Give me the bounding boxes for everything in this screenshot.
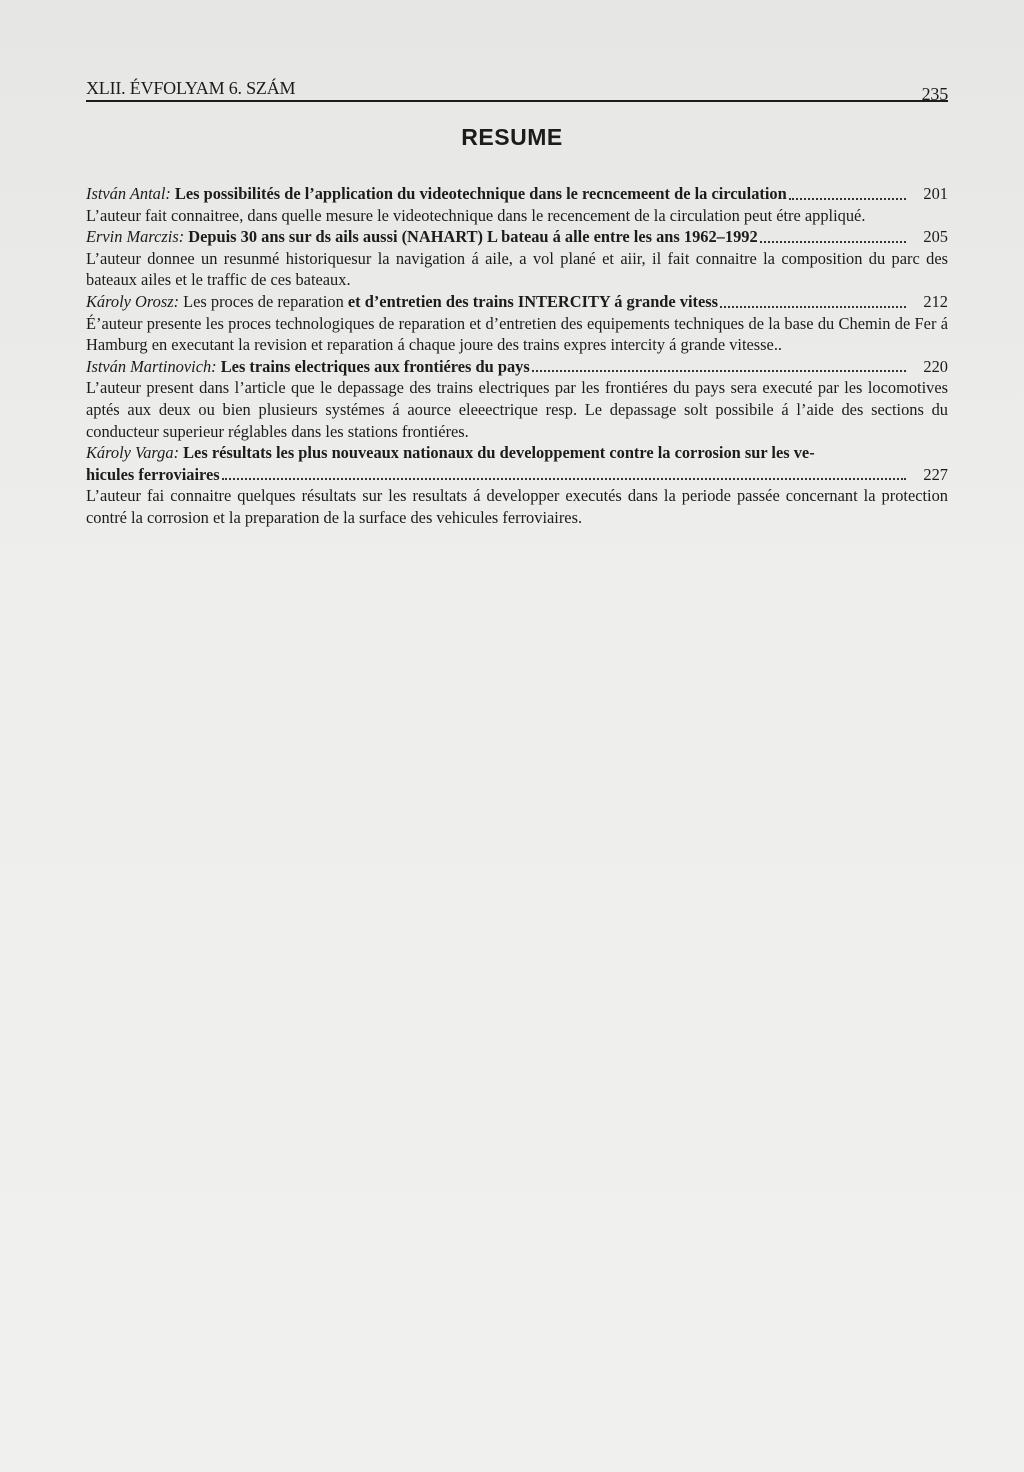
- entry-title: Les résultats les plus nouveaux nationaux du developpement contre la corrosion sur les ve-: [179, 443, 815, 463]
- entry-title: Depuis 30 ans sur ds ails aussi (NAHART) L bateau á alle entre les ans 1962–1992: [184, 227, 758, 247]
- entry-summary: É’auteur presente les proces technologiques de reparation et d’entretien des equipements techniques de la base du Chemin de Fer á Hamburg en executant la revision et reparation á chaque joure des trains expres intercity á grande vitesse..: [86, 313, 948, 355]
- entry-heading: [86, 183, 948, 205]
- entry-page-number: 220: [923, 356, 948, 376]
- entry-page-number: 212: [923, 291, 948, 311]
- page-title: RESUME: [461, 124, 563, 150]
- entry-summary: L’auteur fait connaitree, dans quelle mesure le videotechnique dans le recencement de la circulation peut étre appliqué.: [86, 205, 866, 225]
- toc-entry: [86, 226, 948, 291]
- toc-entry: [86, 356, 948, 442]
- entry-summary: L’auteur fai connaitre quelques résultats sur les resultats á developper executés dans la periode passée concernant la protection contré la corrosion et la preparation de la surface des vehicules ferroviaires.: [86, 486, 948, 527]
- entry-heading: [86, 356, 948, 378]
- toc-entry: [86, 183, 948, 226]
- entry-summary: L’auteur donnee un resunmé historiquesur la navigation á aile, a vol plané et aiir, il fait connaitre la composition du parc des bateaux ailes et le traffic de ces bateaux.: [86, 248, 948, 290]
- entry-page-number: 201: [923, 184, 948, 203]
- leader-dots: [720, 305, 906, 308]
- toc-entry: [86, 291, 948, 356]
- page-number: 235: [921, 84, 948, 104]
- entry-title-plain: Les proces de reparation: [179, 291, 348, 311]
- entry-author: Károly Varga:: [86, 443, 180, 463]
- entry-author: Károly Orosz:: [86, 291, 180, 311]
- running-header: [86, 78, 948, 104]
- leader-dots: [789, 197, 906, 200]
- entry-heading: [86, 442, 948, 485]
- leader-dots: [222, 477, 906, 480]
- toc-entry: [86, 442, 948, 528]
- entry-heading: [86, 291, 948, 313]
- toc-entries: [86, 183, 948, 529]
- entry-page-number: 227: [923, 464, 948, 484]
- journal-volume-issue: XLII. ÉVFOLYAM 6. SZÁM: [86, 78, 296, 98]
- leader-dots: [760, 240, 906, 243]
- entry-title-continued: hicules ferroviaires: [86, 464, 220, 484]
- entry-heading: [86, 226, 948, 248]
- entry-author: Ervin Marczis:: [86, 227, 185, 247]
- entry-summary: L’auteur present dans l’article que le depassage des trains electriques par les frontiéres du pays sera executé par les locomotives aptés aux deux ou bien plusieurs systémes á aource eleeectrique resp. Le depassage solt possibile á l’aide des sections du conducteur superieur réglables dans les stations frontiéres.: [86, 378, 948, 441]
- entry-title: et d’entretien des trains INTERCITY á grande vitess: [347, 291, 719, 311]
- leader-dots: [532, 369, 906, 372]
- entry-page-number: 205: [923, 227, 948, 247]
- entry-author: István Antal:: [86, 184, 171, 203]
- entry-title: Les trains electriques aux frontiéres du pays: [216, 356, 530, 376]
- entry-title: Les possibilités de l’application du videotechnique dans le recncemeent de la circulation: [170, 184, 787, 203]
- header-rule: [86, 100, 948, 102]
- entry-author: István Martinovich:: [86, 356, 217, 376]
